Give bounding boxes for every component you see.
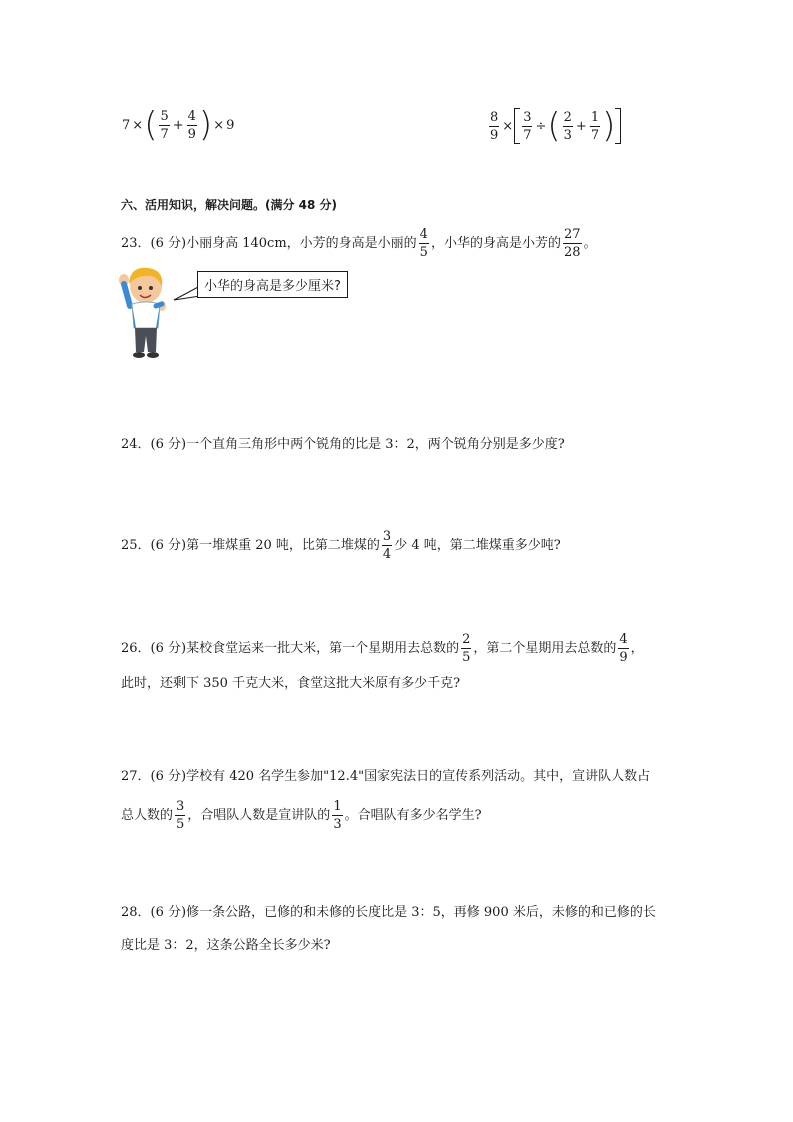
question-28-line-2: 度比是 3：2，这条公路全长多少米? bbox=[121, 938, 331, 953]
q27-text-b: ，合唱队人数是宣讲队的 bbox=[187, 807, 331, 823]
q26-text-c: ， bbox=[630, 640, 644, 656]
q23-text-b: ，小华的身高是小芳的 bbox=[430, 235, 561, 251]
question-26-line-2: 此时，还剩下 350 千克大米，食堂这批大米原有多少千克? bbox=[121, 676, 461, 691]
expr1-a: 7 bbox=[122, 117, 131, 133]
expr1-plus: + bbox=[172, 117, 184, 133]
expr2-plus: + bbox=[575, 118, 587, 134]
question-27: 27．(6 分)学校有 420 名学生参加"12.4"国家宪法日的宣传系列活动。其中，宣讲队人数占 bbox=[121, 769, 651, 784]
fraction: $\frac{4}{9}$ bbox=[187, 108, 196, 142]
question-24: 24．(6 分)一个直角三角形中两个锐角的比是 3：2，两个锐角分别是多少度? bbox=[121, 437, 565, 452]
expression-2 bbox=[487, 108, 621, 144]
question-28: 28．(6 分)修一条公路，已修的和未修的长度比是 3：5，再修 900 米后，未修的和已修的长 bbox=[121, 905, 656, 920]
fraction: $\frac{4}{9}$ bbox=[619, 632, 628, 665]
question-25 bbox=[121, 530, 561, 561]
left-bracket bbox=[514, 108, 520, 144]
question-26 bbox=[121, 633, 644, 664]
q26-text-b: ，第二个星期用去总数的 bbox=[473, 640, 617, 656]
fraction: $\frac{3}{4}$ bbox=[382, 529, 392, 562]
fraction: $\frac{3}{5}$ bbox=[176, 799, 185, 832]
right-paren: ) bbox=[602, 106, 616, 146]
right-paren: ) bbox=[198, 105, 213, 145]
left-paren: ( bbox=[144, 105, 158, 145]
expr1-times2: × bbox=[213, 117, 225, 133]
q23-text-a: 23．(6 分)小丽身高 140cm，小芳的身高是小丽的 bbox=[121, 235, 417, 251]
fraction: $\frac{1}{3}$ bbox=[333, 799, 342, 832]
fraction: $\frac{4}{5}$ bbox=[419, 227, 428, 260]
fraction: $\frac{5}{7}$ bbox=[160, 108, 169, 142]
fraction: $\frac{8}{9}$ bbox=[490, 109, 499, 143]
cartoon-boy-illustration bbox=[116, 264, 176, 360]
right-bracket bbox=[615, 108, 621, 144]
q25-text-b: 少 4 吨，第二堆煤重多少吨? bbox=[394, 537, 561, 553]
expression-1 bbox=[121, 105, 235, 145]
q25-text-a: 25．(6 分)第一堆煤重 20 吨，比第二堆煤的 bbox=[121, 537, 380, 553]
question-27-line-2 bbox=[121, 800, 482, 831]
speech-bubble: 小华的身高是多少厘米? bbox=[197, 271, 348, 298]
fraction: $\frac{2}{5}$ bbox=[462, 632, 471, 665]
fraction: $\frac{1}{7}$ bbox=[590, 109, 600, 143]
expr2-div: ÷ bbox=[535, 118, 547, 134]
expr1-times: × bbox=[132, 117, 144, 133]
q23-text-c: 。 bbox=[583, 235, 597, 251]
left-paren: ( bbox=[547, 106, 561, 146]
q27-text-a: 总人数的 bbox=[121, 807, 174, 823]
fraction: $\frac{2}{3}$ bbox=[563, 109, 572, 143]
section-6-heading: 六、活用知识，解决问题。(满分 48 分) bbox=[121, 198, 338, 212]
expr2-times: × bbox=[502, 118, 514, 134]
fraction: $\frac{27}{28}$ bbox=[563, 227, 581, 260]
question-23 bbox=[121, 228, 597, 259]
fraction: $\frac{3}{7}$ bbox=[523, 109, 532, 143]
q27-text-c: 。合唱队有多少名学生? bbox=[344, 807, 482, 823]
expr1-b: 9 bbox=[226, 117, 235, 133]
q26-text-a: 26．(6 分)某校食堂运来一批大米，第一个星期用去总数的 bbox=[121, 640, 460, 656]
